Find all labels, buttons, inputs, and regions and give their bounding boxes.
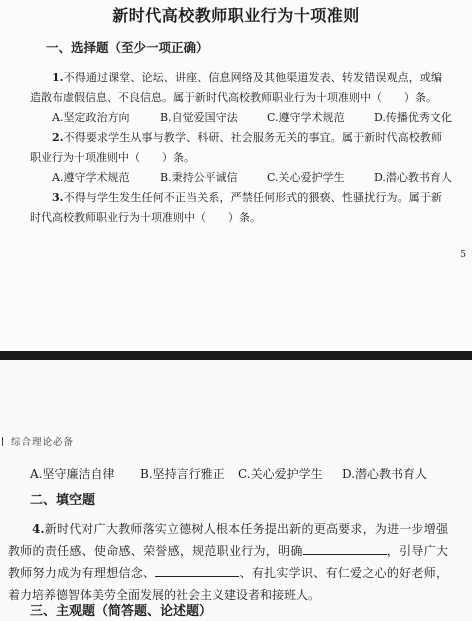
question-3-text: 不得与学生发生任何不正当关系，严禁任何形式的猥亵、性骚扰行为。属于新时代高校教师职业行为十项准则中（ ）条。 bbox=[30, 191, 442, 224]
question-1 bbox=[30, 68, 442, 108]
q3-option-a: A.坚守廉洁自律 bbox=[30, 467, 115, 481]
question-4-text-part3: 、有扎实学识、有仁爱之心的好老师，着力培养德智体美劳全面发展的社会主义建设者和接班人。 bbox=[8, 566, 448, 602]
q3-option-b: B.坚持言行雅正 bbox=[140, 467, 225, 481]
bookmark-icon bbox=[2, 437, 9, 446]
running-header bbox=[2, 434, 74, 448]
question-4-text-part2: ，引导广大教师努力成为有理想信念、 bbox=[8, 544, 448, 580]
running-header-text: 综合理论必备 bbox=[11, 437, 75, 448]
answer-blank-1[interactable] bbox=[303, 542, 387, 555]
page-number: 5 bbox=[460, 250, 466, 260]
question-1-number: 1. bbox=[52, 71, 64, 84]
question-4-text-part1: 新时代对广大教师落实立德树人根本任务提出新的更高要求，为进一步增强教师的责任感、使命感、荣誉感，规范职业行为，明确 bbox=[8, 522, 448, 558]
section-heading-choice: 一、选择题（至少一项正确） bbox=[46, 40, 209, 55]
q3-option-d: D.潜心教书育人 bbox=[342, 467, 428, 481]
q1-option-a: A.坚定政治方向 bbox=[52, 111, 130, 124]
question-2 bbox=[30, 128, 442, 168]
question-2-text: 不得要求学生从事与教学、科研、社会服务无关的事宜。属于新时代高校教师职业行为十项准则中（ ）条。 bbox=[30, 131, 442, 164]
answer-blank-2[interactable] bbox=[155, 564, 239, 577]
page-2 bbox=[0, 360, 472, 621]
q1-option-c: C.遵守学术规范 bbox=[267, 111, 345, 124]
question-4-number: 4. bbox=[32, 522, 45, 536]
q2-option-d: D.潜心教书育人 bbox=[374, 171, 452, 184]
question-3 bbox=[30, 188, 442, 228]
question-4 bbox=[8, 518, 448, 606]
q2-option-c: C.关心爱护学生 bbox=[267, 171, 345, 184]
question-3-number: 3. bbox=[52, 191, 64, 204]
q3-option-c: C.关心爱护学生 bbox=[238, 467, 323, 481]
q1-option-d: D.传播优秀文化 bbox=[374, 111, 452, 124]
section-heading-subjective: 三、主观题（简答题、论述题） bbox=[30, 604, 213, 619]
section-heading-fill: 二、填空题 bbox=[30, 493, 96, 508]
document-title: 新时代高校教师职业行为十项准则 bbox=[112, 6, 360, 25]
q2-option-b: B.秉持公平诚信 bbox=[160, 171, 238, 184]
question-2-number: 2. bbox=[52, 131, 64, 144]
q1-option-b: B.自觉爱国守法 bbox=[160, 111, 238, 124]
q2-option-a: A.遵守学术规范 bbox=[52, 171, 130, 184]
question-1-text: 不得通过课堂、论坛、讲座、信息网络及其他渠道发表、转发错误观点，或编造散布虚假信息、不良信息。属于新时代高校教师职业行为十项准则中（ ）条。 bbox=[30, 71, 442, 104]
